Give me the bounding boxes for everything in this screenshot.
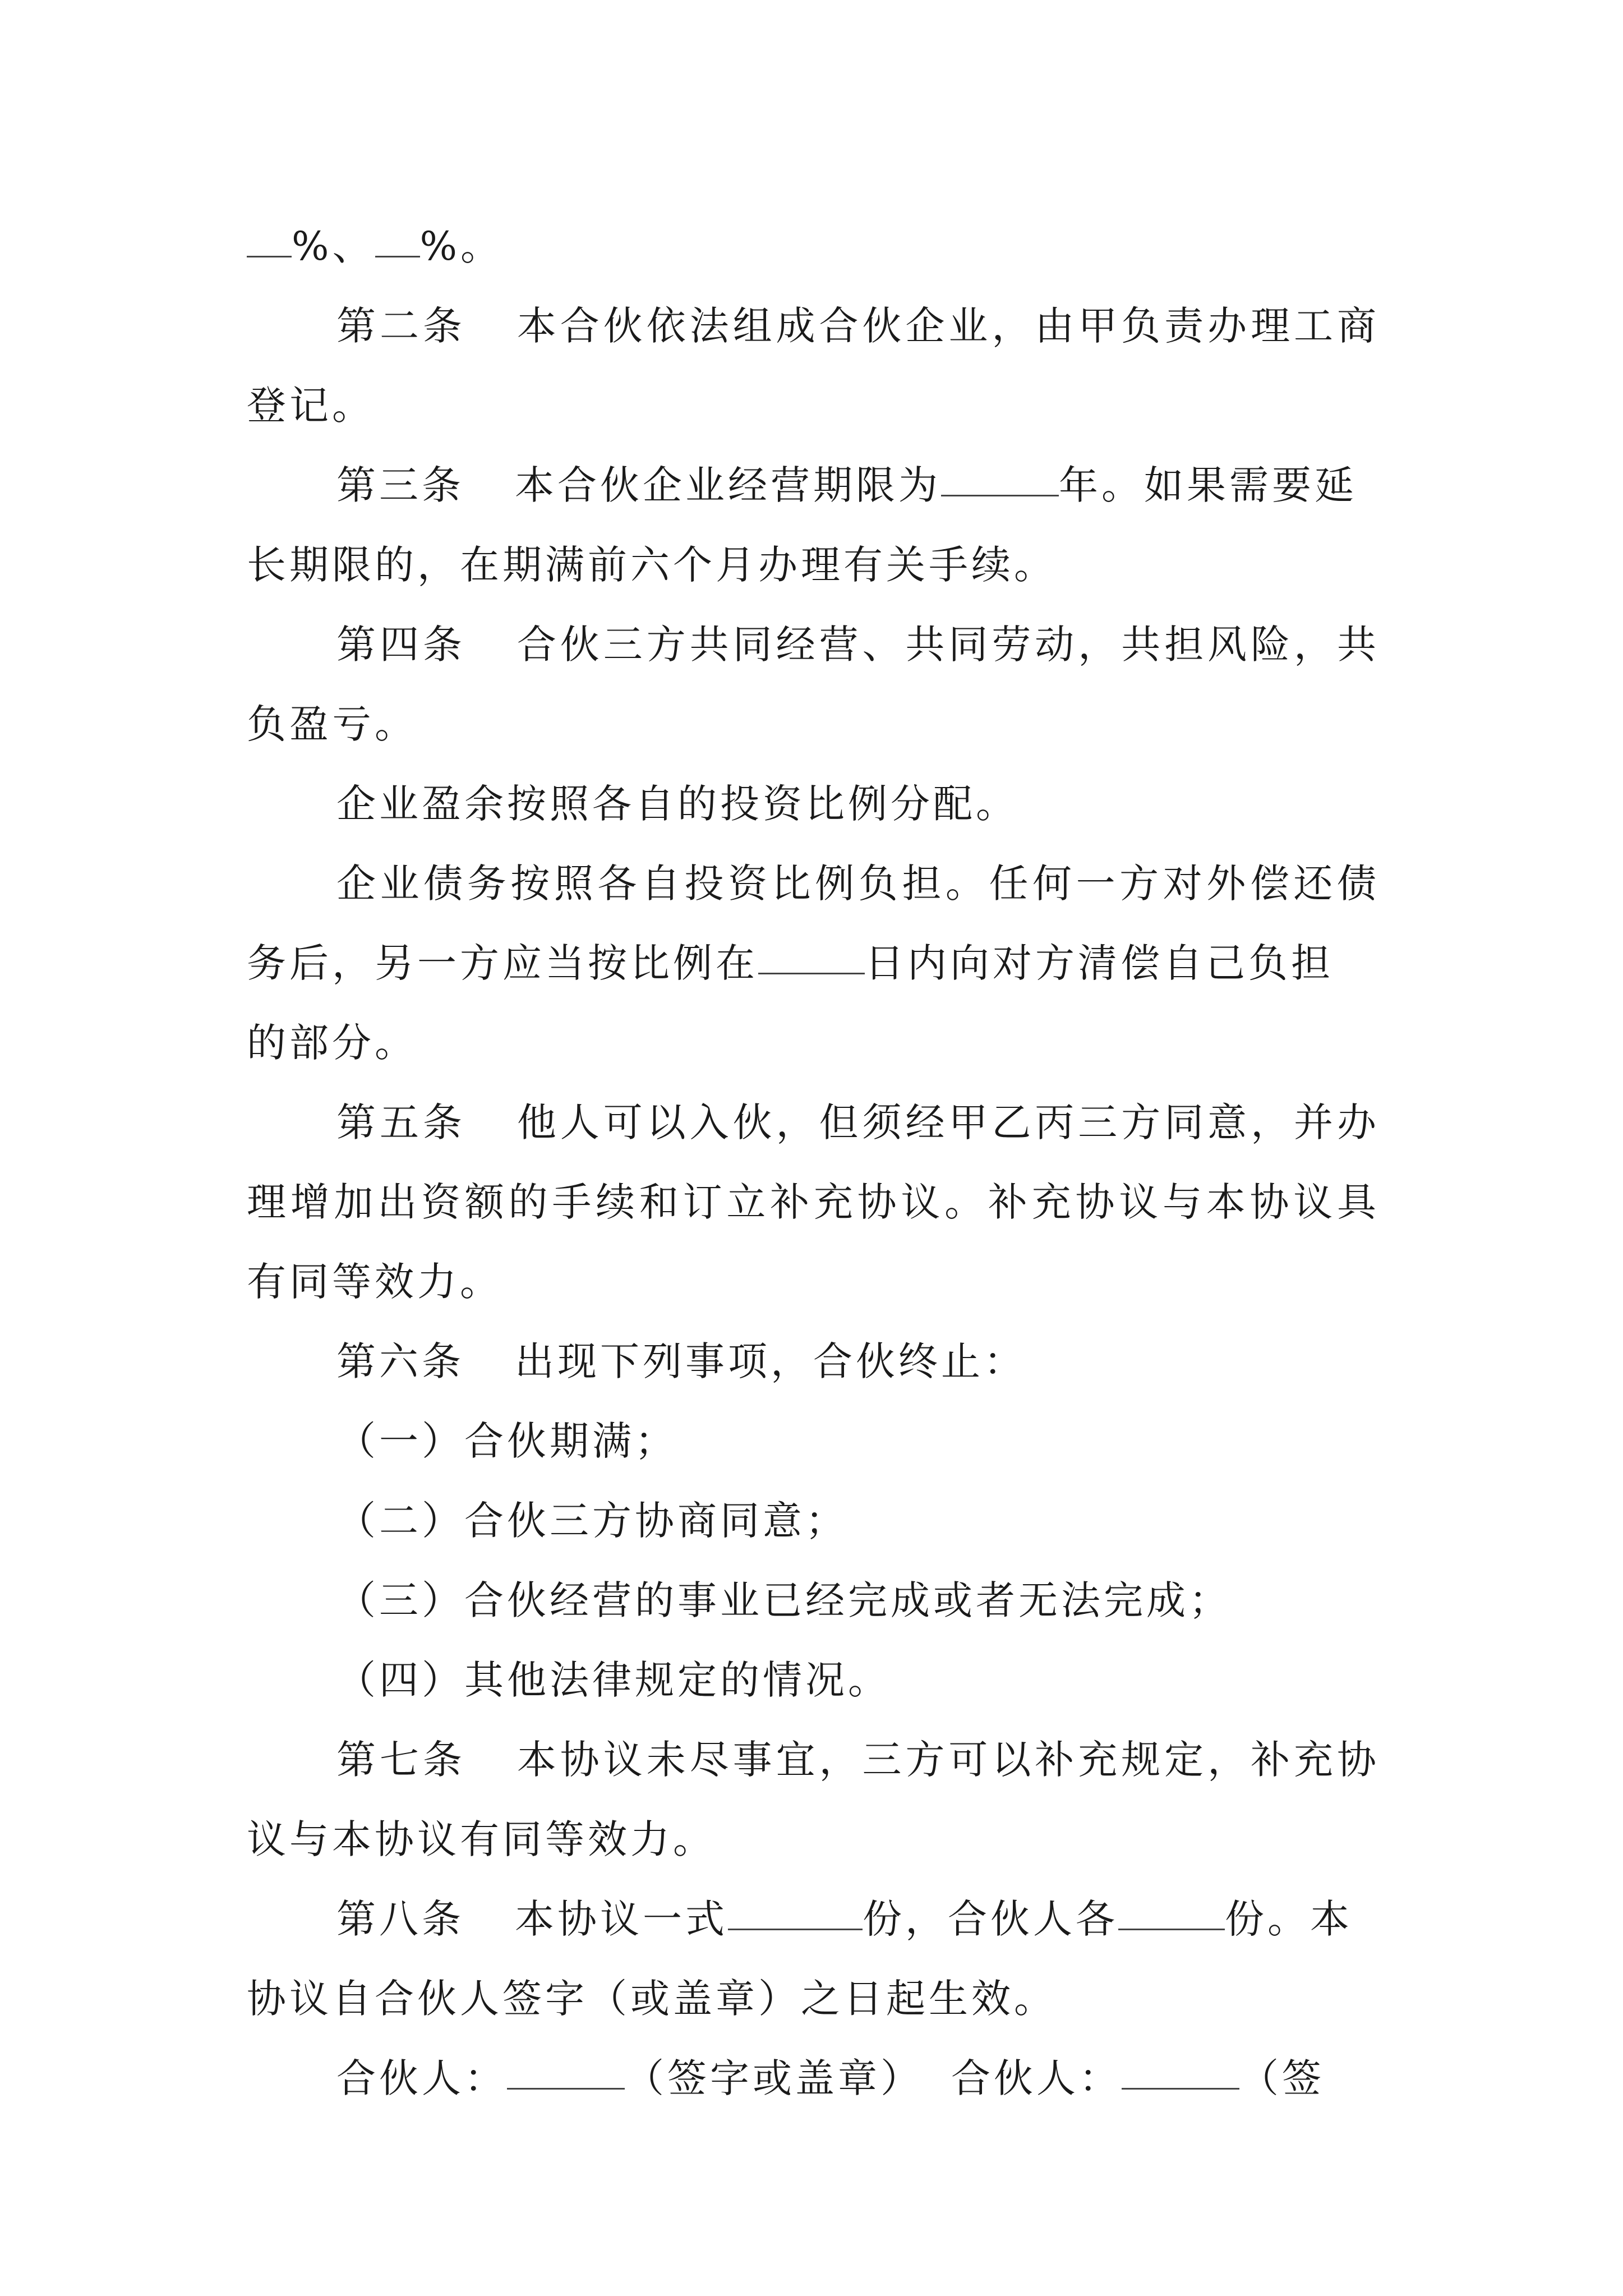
- para-debt-line-3: [247, 1003, 1380, 1083]
- article-2-line-1: [247, 286, 1380, 366]
- debt-text-2a: 务后，另一方应当按比例在: [247, 940, 758, 986]
- article-8-text-cont: 协议自合伙人签字（或盖章）之日起生效。: [247, 1976, 1057, 2022]
- ratio-end: %。: [419, 223, 504, 269]
- article-2-heading: 第二条: [336, 303, 466, 349]
- article-3-text: 本合伙企业经营期限为: [515, 462, 941, 508]
- article-5-line-2: [247, 1162, 1380, 1242]
- article-8-heading: 第八条: [336, 1896, 464, 1942]
- article-4-text-cont: 负盈亏。: [247, 701, 417, 747]
- article-5-text-3: 有同等效力。: [247, 1259, 502, 1305]
- para-debt-line-2: [247, 923, 1380, 1003]
- blank-term-years: [941, 463, 1059, 496]
- blank-ratio-2: [247, 224, 292, 257]
- article-5-text-2: 理增加出资额的手续和订立补充协议。补充协议与本协议具: [247, 1179, 1380, 1225]
- list-item: [247, 1401, 1380, 1481]
- article-2-line-2: [247, 366, 1380, 445]
- article-8-line-2: [247, 1959, 1380, 2039]
- list-item: [247, 1481, 1380, 1561]
- article-7-line-2: [247, 1800, 1380, 1879]
- article-3-text-cont: 长期限的，在期满前六个月办理有关手续。: [247, 542, 1057, 588]
- article-4-text: 合伙三方共同经营、共同劳动，共担风险，共: [516, 622, 1380, 668]
- article-4-line-2: [247, 684, 1380, 764]
- blank-days: [758, 941, 865, 974]
- debt-text-2b: 日内向对方清偿自己负担: [865, 940, 1334, 986]
- blank-copies-each: [1118, 1897, 1225, 1930]
- article-3-line-2: [247, 525, 1380, 605]
- blank-copies: [728, 1897, 863, 1930]
- signature-blank-2: [1122, 2056, 1239, 2090]
- blank-ratio-3: [375, 224, 420, 257]
- article-7-text-cont: 议与本协议有同等效力。: [247, 1816, 716, 1862]
- article-7-heading: 第七条: [336, 1737, 466, 1783]
- article-5-line-3: [247, 1242, 1380, 1322]
- article-7-line-1: [247, 1720, 1380, 1800]
- article-5-text: 他人可以入伙，但须经甲乙丙三方同意，并办: [516, 1099, 1380, 1145]
- agreement-text: [247, 206, 1380, 2118]
- para-debt-line-1: [247, 844, 1380, 923]
- article-6-text: 出现下列事项，合伙终止：: [515, 1338, 1026, 1384]
- partner-label-1: 合伙人：: [336, 2055, 507, 2101]
- article-8-text-2: 份，合伙人各: [863, 1896, 1118, 1942]
- debt-text-3: 的部分。: [247, 1020, 417, 1066]
- list-item-text: （三）合伙经营的事业已经完成或者无法完成；: [336, 1577, 1232, 1623]
- signature-note-1: （签字或盖章）: [625, 2055, 923, 2101]
- list-item: [247, 1561, 1380, 1640]
- signature-blank-1: [507, 2056, 625, 2090]
- para-profit: [247, 764, 1380, 844]
- article-4-line-1: [247, 605, 1380, 684]
- article-8-text: 本协议一式: [515, 1896, 728, 1942]
- ratio-sep: %、: [292, 223, 375, 269]
- article-3-heading: 第三条: [336, 462, 464, 508]
- article-7-text: 本协议未尽事宜，三方可以补充规定，补充协: [516, 1737, 1380, 1783]
- article-2-text: 本合伙依法组成合伙企业，由甲负责办理工商: [516, 303, 1380, 349]
- article-6-heading: 第六条: [336, 1338, 464, 1384]
- list-item-text: （四）其他法律规定的情况。: [336, 1657, 891, 1703]
- article-3-text-2: 年。如果需要延: [1059, 462, 1357, 508]
- list-item-text: （一）合伙期满；: [336, 1418, 677, 1464]
- article-5-heading: 第五条: [336, 1099, 466, 1145]
- list-item-text: （二）合伙三方协商同意；: [336, 1498, 848, 1544]
- signature-line: [247, 2039, 1380, 2118]
- line-ratio: [247, 206, 1380, 286]
- article-6-line-1: [247, 1322, 1380, 1401]
- article-3-line-1: [247, 445, 1380, 525]
- profit-text: 企业盈余按照各自的投资比例分配。: [336, 781, 1018, 827]
- article-5-line-1: [247, 1083, 1380, 1162]
- article-4-heading: 第四条: [336, 622, 466, 668]
- article-8-line-1: [247, 1879, 1380, 1959]
- list-item: [247, 1640, 1380, 1720]
- partner-label-2: 合伙人：: [951, 2055, 1122, 2101]
- signature-note-2: （签: [1239, 2055, 1325, 2101]
- article-8-text-3: 份。本: [1225, 1896, 1353, 1942]
- debt-text: 企业债务按照各自投资比例负担。任何一方对外偿还债: [336, 861, 1380, 907]
- article-2-text-cont: 登记。: [247, 383, 375, 429]
